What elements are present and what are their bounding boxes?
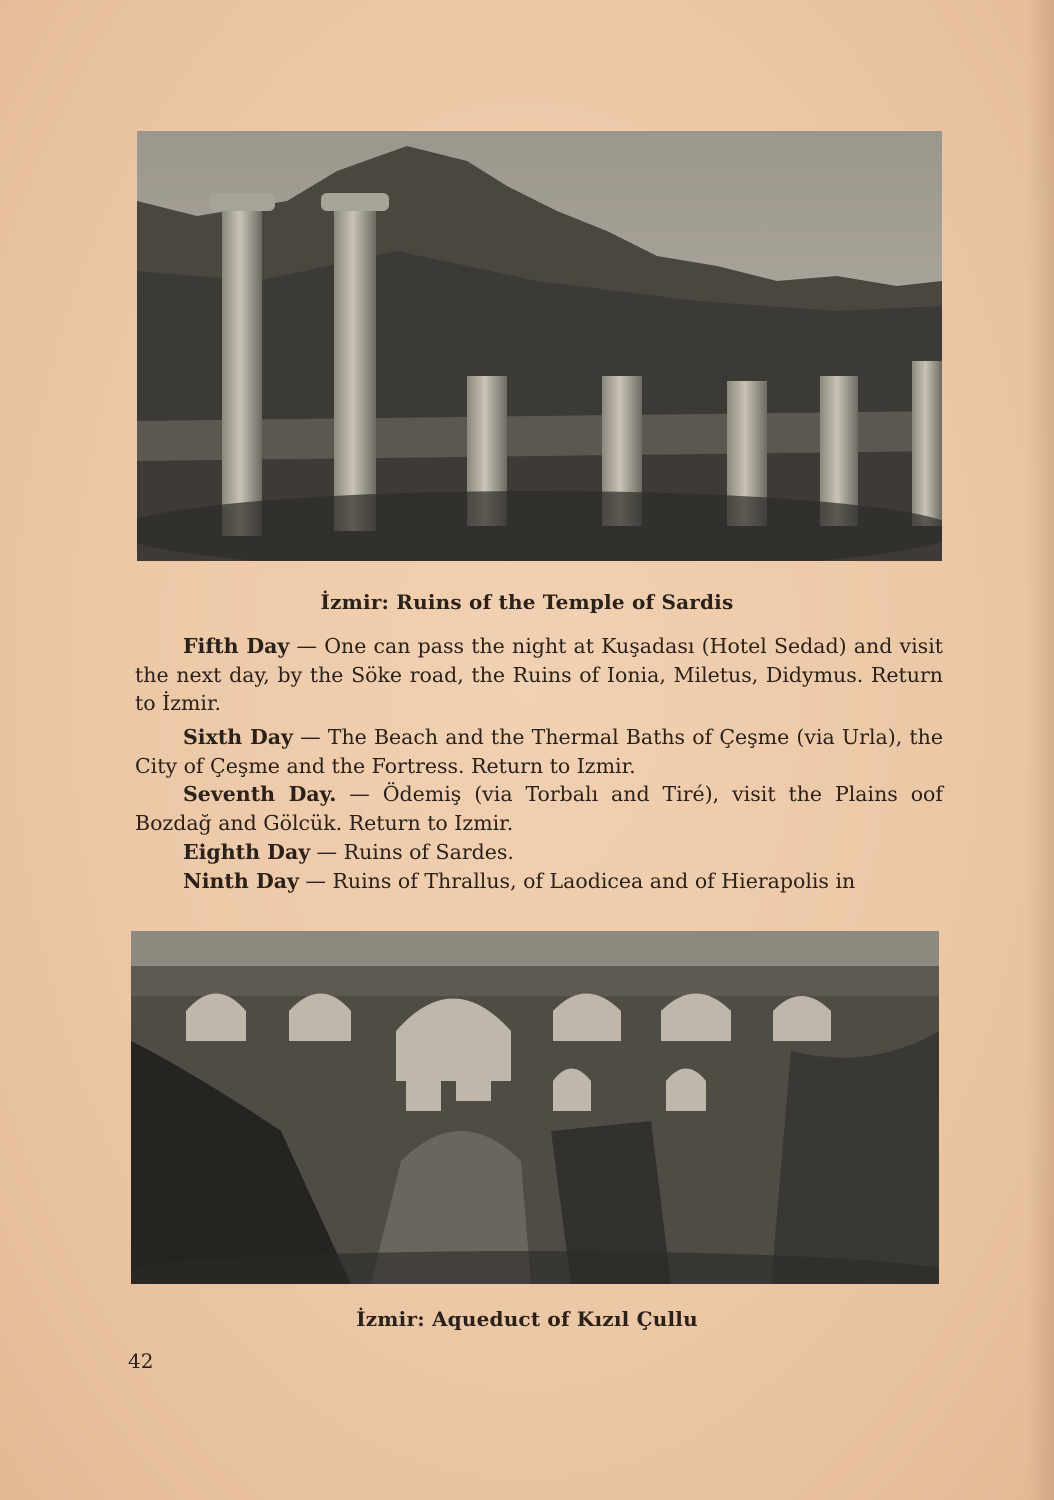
page-number: 42	[128, 1349, 154, 1373]
aqueduct-photo	[131, 931, 939, 1284]
itinerary-eighth-day	[135, 838, 943, 867]
day-description: — The Beach and the Thermal Baths of Çeşme (via Urla), the City of Çeşme and the Fortress. Return to Izmir.	[135, 725, 944, 778]
temple-ruins-photo	[137, 131, 942, 561]
temple-ruins-illustration	[137, 131, 942, 561]
aqueduct-illustration	[131, 931, 939, 1284]
itinerary-seventh-day	[135, 780, 943, 837]
photo-caption-sardis: İzmir: Ruins of the Temple of Sardis	[320, 590, 734, 614]
day-description: — Ödemiş (via Torbalı and Tiré), visit the Plains oof Bozdağ and Gölcük. Return to Izmir.	[135, 782, 943, 835]
day-label: Fifth Day	[183, 634, 290, 658]
day-label: Ninth Day	[183, 869, 299, 893]
day-description: — One can pass the night at Kuşadası (Hotel Sedad) and visit the next day, by the Söke road, the Ruins of Ionia, Miletus, Didymus. Return to İzmir.	[135, 634, 943, 716]
photo-caption-aqueduct: İzmir: Aqueduct of Kızıl Çullu	[356, 1307, 698, 1331]
itinerary-fifth-day	[135, 632, 943, 718]
day-label: Eighth Day	[183, 840, 311, 864]
itinerary-sixth-day	[135, 723, 943, 780]
itinerary-ninth-day	[135, 867, 943, 896]
page-edge-shadow	[1028, 0, 1054, 1500]
day-description: — Ruins of Sardes.	[310, 840, 514, 864]
day-label: Sixth Day	[183, 725, 293, 749]
day-label: Seventh Day.	[183, 782, 337, 806]
day-description: — Ruins of Thrallus, of Laodicea and of Hierapolis in	[298, 869, 856, 893]
